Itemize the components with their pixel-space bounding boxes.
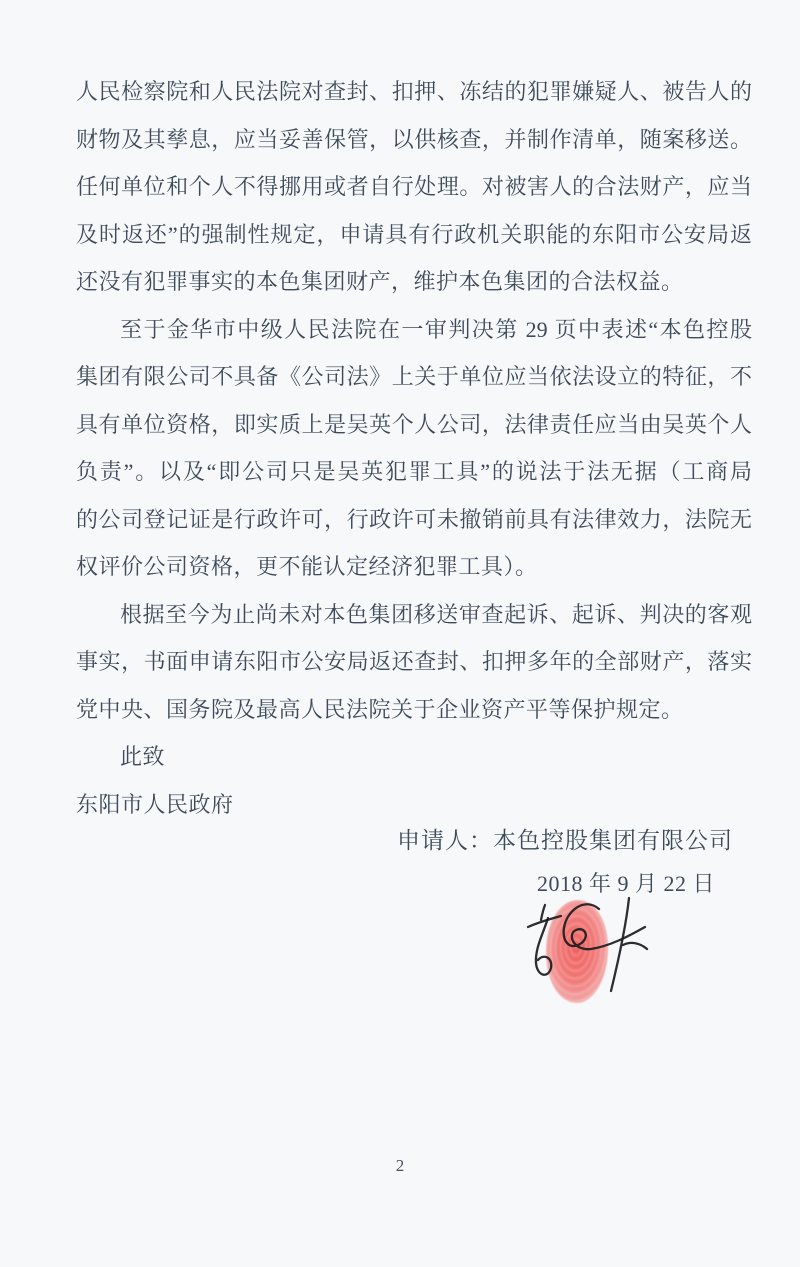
handwritten-signature (498, 886, 668, 1016)
text-line: 根据至今为止尚未对本色集团移送审查起诉、起诉、判决的客观 (120, 601, 752, 627)
text-line: 及时返还”的强制性规定，申请具有行政机关职能的东阳市公安局返 (76, 221, 752, 247)
text-line: 任何单位和个人不得挪用或者自行处理。对被害人的合法财产，应当 (76, 174, 752, 199)
date-line: 2018 年 9 月 22 日 (537, 871, 716, 896)
text-line: 至于金华市中级人民法院在一审判决第 29 页中表述“本色控股 (120, 316, 752, 342)
text-line: 的公司登记证是行政许可，行政许可未撤销前具有法律效力，法院无 (76, 506, 752, 532)
text-line: 此致 (120, 744, 166, 769)
applicant-line: 申请人：本色控股集团有限公司 (397, 828, 733, 853)
page-number: 2 (395, 1156, 405, 1175)
seal-area (498, 886, 668, 1016)
text-line: 党中央、国务院及最高人民法院关于企业资产平等保护规定。 (76, 696, 684, 722)
text-line: 负责”。以及“即公司只是吴英犯罪工具”的说法于法无据（工商局 (76, 459, 752, 484)
text-line: 财物及其孳息，应当妥善保管，以供核查，并制作清单，随案移送。 (76, 126, 752, 152)
text-line: 人民检察院和人民法院对查封、扣押、冻结的犯罪嫌疑人、被告人的 (76, 79, 752, 104)
text-line: 事实，书面申请东阳市公安局返还查封、扣押多年的全部财产，落实 (76, 649, 752, 674)
document-body (76, 68, 752, 828)
text-line: 东阳市人民政府 (76, 791, 234, 817)
text-line: 权评价公司资格，更不能认定经济犯罪工具）。 (76, 554, 538, 579)
text-line: 具有单位资格，即实质上是吴英个人公司，法律责任应当由吴英个人 (76, 411, 752, 437)
text-line: 还没有犯罪事实的本色集团财产，维护本色集团的合法权益。 (76, 269, 684, 294)
text-line: 集团有限公司不具备《公司法》上关于单位应当依法设立的特征，不 (76, 364, 752, 389)
